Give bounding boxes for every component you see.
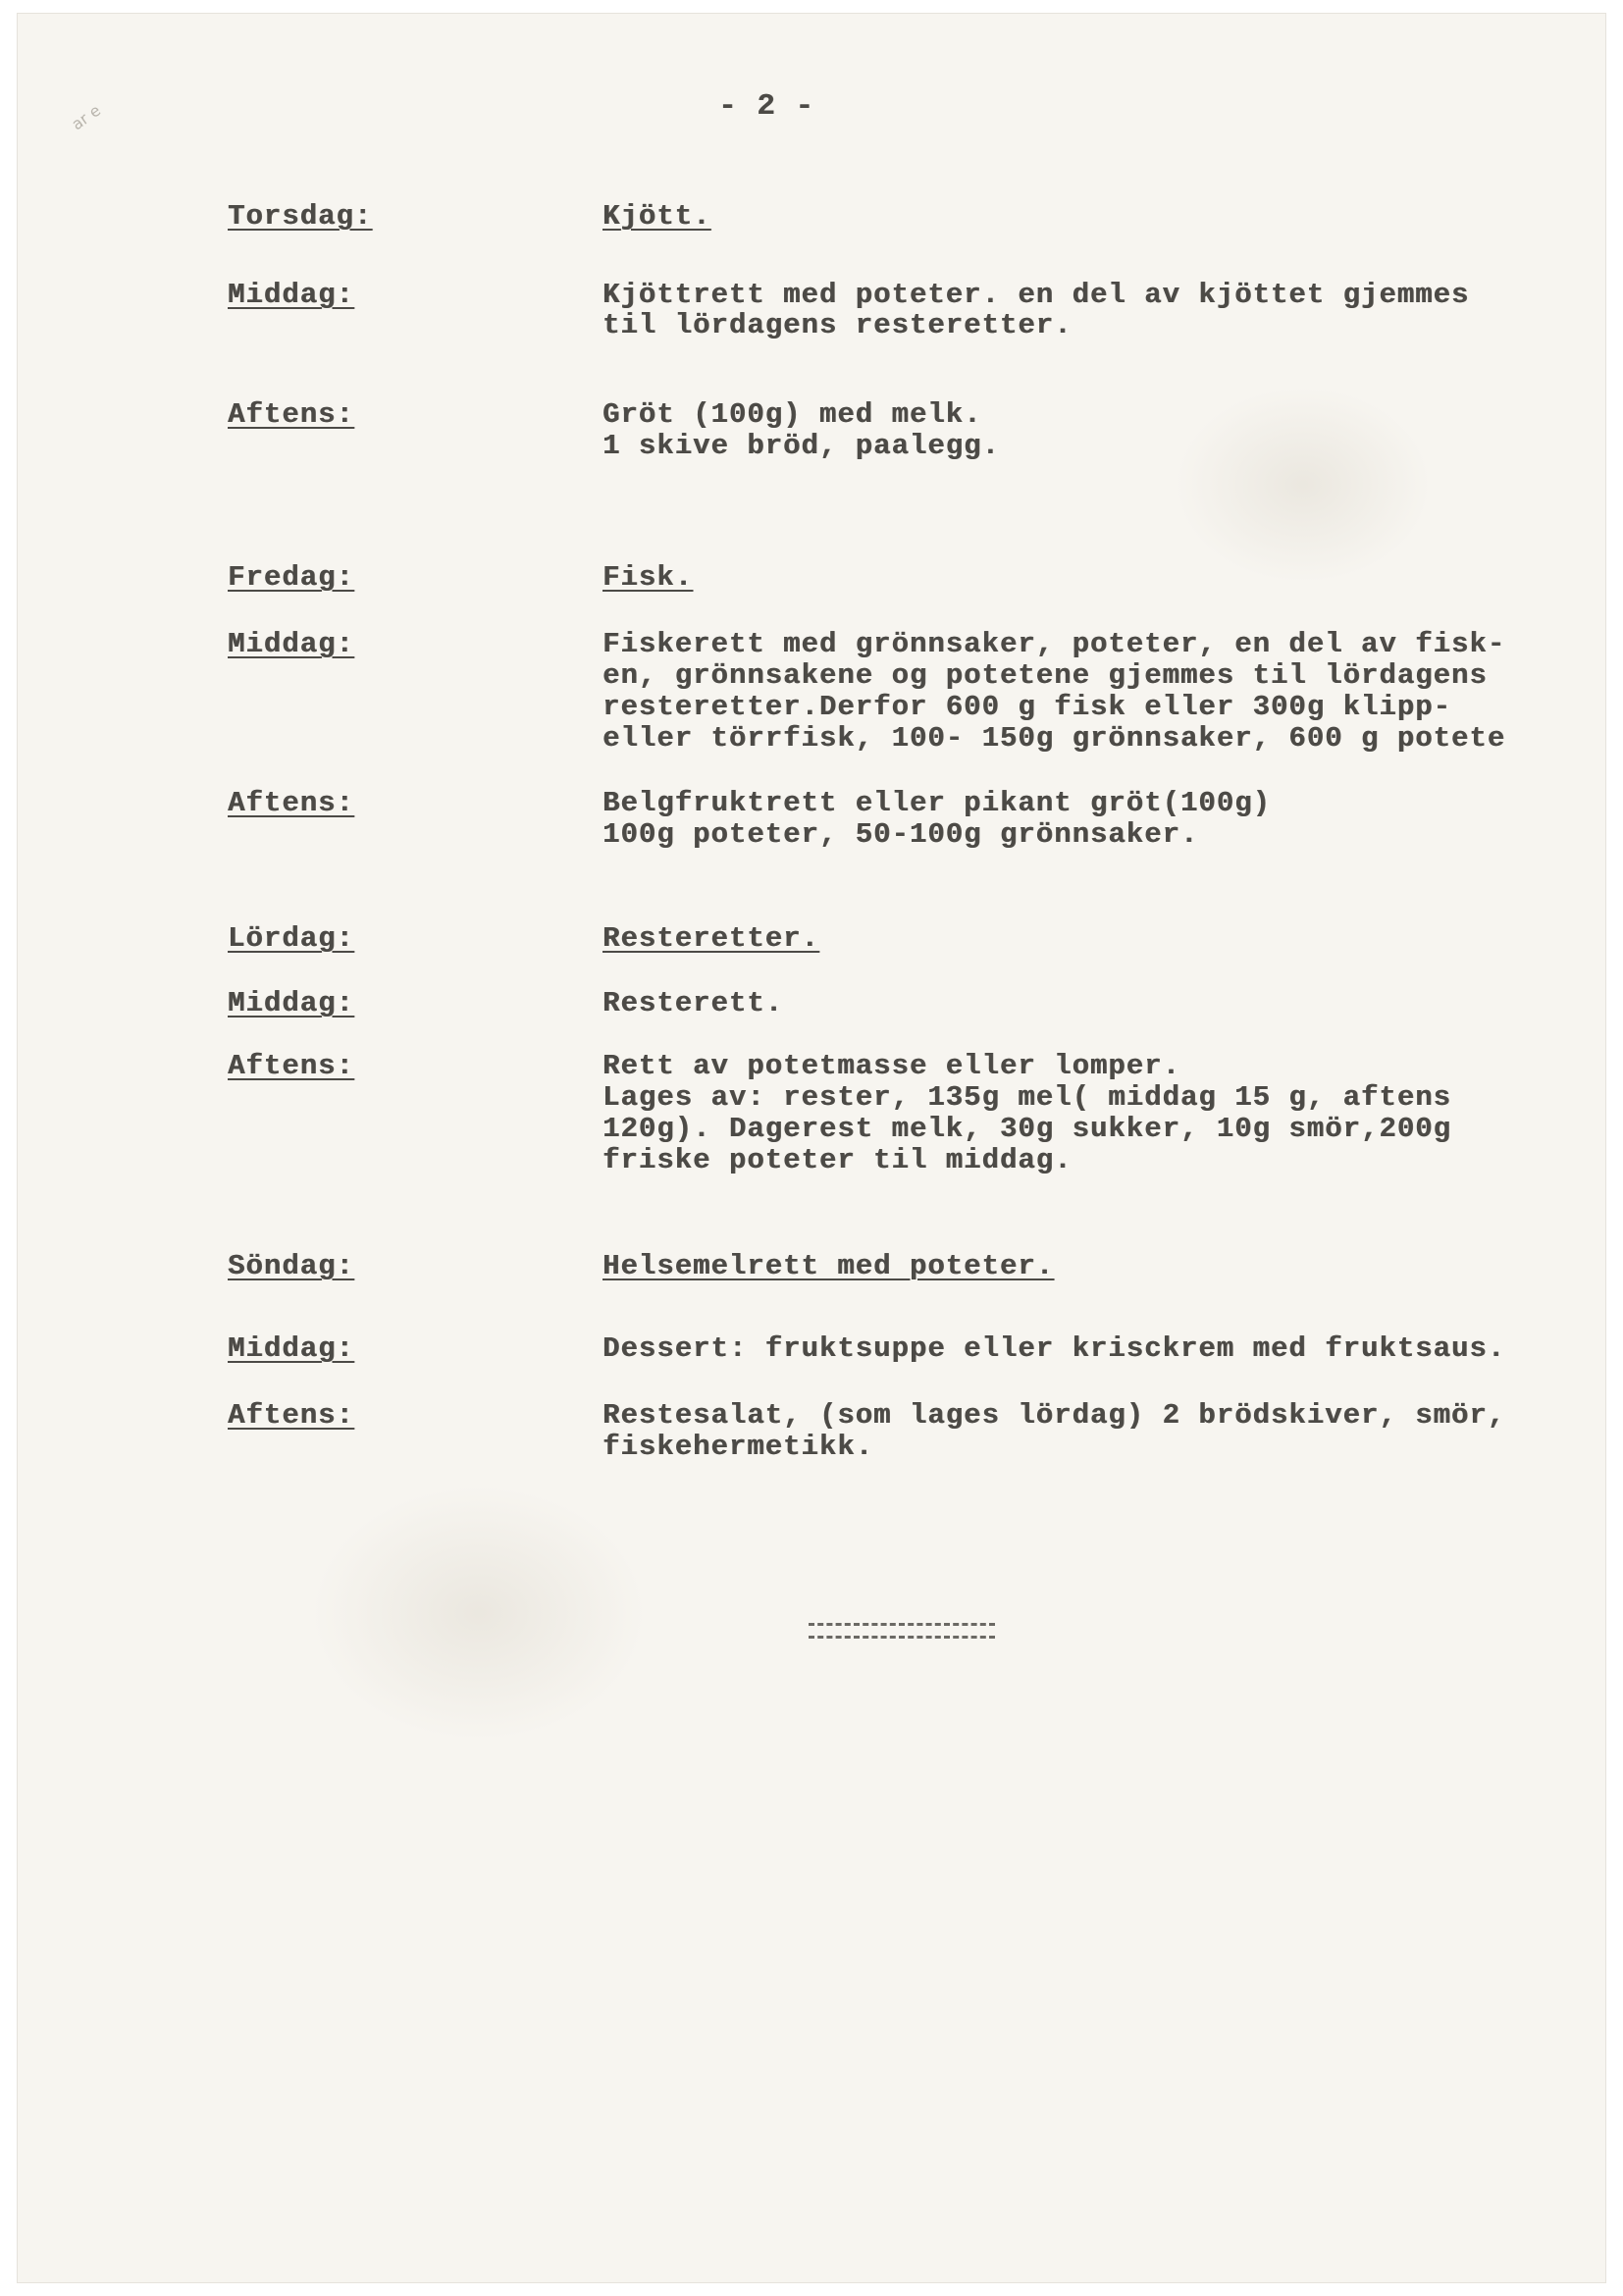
middag-line: Fiskerett med grönnsaker, poteter, en del av fisk- bbox=[602, 628, 1506, 660]
middag-label-fredag: Middag: bbox=[228, 628, 354, 660]
paper-stain bbox=[312, 1486, 646, 1741]
closing-rule bbox=[809, 1623, 995, 1639]
day-heading-fredag: Fisk. bbox=[602, 561, 694, 594]
aftens-line: friske poteter til middag. bbox=[602, 1144, 1073, 1176]
aftens-line: 1 skive bröd, paalegg. bbox=[602, 430, 1000, 462]
middag-line: Dessert: fruktsuppe eller krisckrem med fruktsaus. bbox=[602, 1332, 1506, 1365]
middag-label-lordag: Middag: bbox=[228, 987, 354, 1019]
aftens-line: 100g poteter, 50-100g grönnsaker. bbox=[602, 818, 1199, 851]
middag-label-torsdag: Middag: bbox=[228, 279, 354, 311]
day-label-torsdag: Torsdag: bbox=[228, 200, 373, 233]
middag-line: en, grönnsakene og potetene gjemmes til lördagens bbox=[602, 659, 1488, 692]
aftens-line: Gröt (100g) med melk. bbox=[602, 398, 982, 431]
day-heading-lordag: Resteretter. bbox=[602, 922, 819, 955]
aftens-line: 120g). Dagerest melk, 30g sukker, 10g smör,200g bbox=[602, 1113, 1451, 1145]
middag-line: til lördagens resteretter. bbox=[602, 309, 1073, 341]
aftens-line: Belgfruktrett eller pikant gröt(100g) bbox=[602, 787, 1271, 819]
middag-label-sondag: Middag: bbox=[228, 1332, 354, 1365]
middag-line: eller törrfisk, 100- 150g grönnsaker, 600 g potete bbox=[602, 722, 1506, 755]
aftens-line: Restesalat, (som lages lördag) 2 brödskiver, smör, bbox=[602, 1399, 1506, 1432]
day-heading-torsdag: Kjött. bbox=[602, 200, 711, 233]
middag-line: resteretter.Derfor 600 g fisk eller 300g klipp- bbox=[602, 691, 1451, 723]
page-number: - 2 - bbox=[718, 89, 815, 124]
aftens-label-lordag: Aftens: bbox=[228, 1050, 354, 1082]
aftens-line: fiskehermetikk. bbox=[602, 1431, 874, 1463]
middag-line: Kjöttrett med poteter. en del av kjöttet gjemmes bbox=[602, 279, 1470, 311]
aftens-label-torsdag: Aftens: bbox=[228, 398, 354, 431]
day-heading-sondag: Helsemelrett med poteter. bbox=[602, 1250, 1055, 1282]
document-page bbox=[18, 14, 1605, 2282]
middag-line: Resterett. bbox=[602, 987, 784, 1019]
day-label-lordag: Lördag: bbox=[228, 922, 354, 955]
aftens-line: Lages av: rester, 135g mel( middag 15 g, aftens bbox=[602, 1081, 1451, 1114]
day-label-fredag: Fredag: bbox=[228, 561, 354, 594]
aftens-label-fredag: Aftens: bbox=[228, 787, 354, 819]
paper-stain bbox=[1176, 387, 1431, 583]
aftens-label-sondag: Aftens: bbox=[228, 1399, 354, 1432]
aftens-line: Rett av potetmasse eller lomper. bbox=[602, 1050, 1180, 1082]
day-label-sondag: Söndag: bbox=[228, 1250, 354, 1282]
margin-pencil-mark: ar e bbox=[68, 100, 104, 134]
